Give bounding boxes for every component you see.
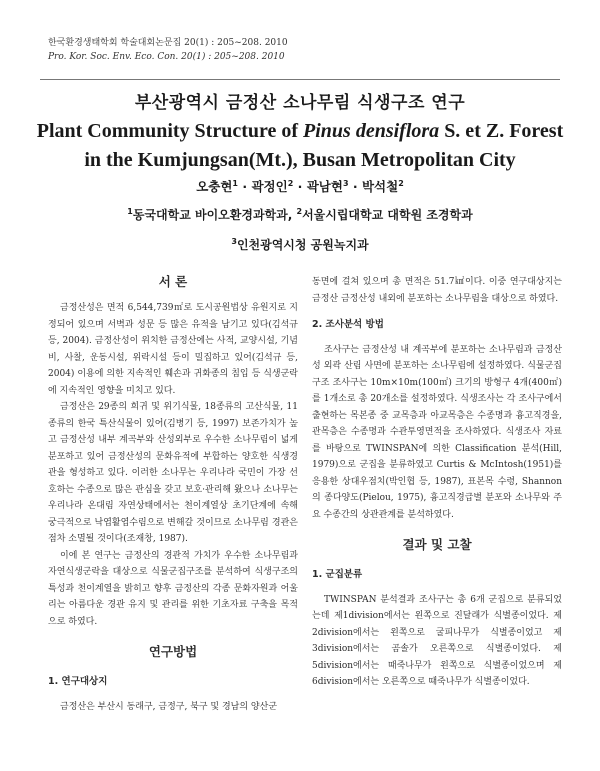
species-name: Pinus densiflora: [303, 120, 440, 142]
author-separator: ·: [293, 179, 307, 194]
right-column: [312, 274, 562, 691]
author-name: 오충현: [196, 179, 233, 194]
section-heading: 서 론: [158, 274, 188, 289]
body-paragraph: 동면에 걸쳐 있으며 총 면적은 51.7㎢이다. 이중 연구대상지는 금정산 금정산성 내외에 분포하는 소나무림을 대상으로 하였다.: [312, 277, 562, 304]
section-heading: 연구방법: [148, 644, 198, 659]
author-affiliation-mark: 1: [232, 178, 238, 188]
author-list: [0, 177, 600, 195]
author-affiliation-mark: 2: [287, 178, 294, 188]
body-paragraph: 금정산은 29종의 희귀 및 위기식물, 18종류의 고산식물, 11종류의 한국 특산식물이 있어(김병기 등, 1997) 보존가치가 높고 금정산성 내부 계곡부와 산성외부로 우수한 소나무림이 넓게 분포하고 있어 금정산성의 문화유적에 부합하는 양호한 식생경관을 형성하고 있다. 이러한 소나무는 우리나라 국민이 가장 선호하는 수종으로 많은 관심을 갖고 보호·관리해 왔으나 소나무는 우리나라 온대림 자연상태에서는 천이계열상 초기단계에 속해 궁극적으로 낙엽활엽수림으로 변해갈 것이므로 소나무림 경관은 점차 소멸될 것이다(조재창, 1987).: [48, 402, 298, 544]
title-en-part: Plant Community Structure of: [36, 120, 304, 142]
paper-title-english-line1: [0, 118, 600, 144]
body-paragraph: 조사구는 금정산성 내 계곡부에 분포하는 소나무림과 금정산성 외곽 산림 사면에 분포하는 소나무림에 설정하였다. 식물군집구조 조사구는 10m×10m(100㎡) 크기의 방형구 4개(400㎡)를 1개소로 총 20개소를 설정하였다. 식생조사는 각 조사구에서 출현하는 목본종 중 교목층과 아교목층은 수종명과 흉고직경을, 관목층은 수종명과 수관투영면적을 조사하였다. 식생조사 자료를 바탕으로 TWINSPAN에 의한 Classification 분석(Hill, 1979)으로 군집을 분류하였고 Curtis & McIntosh(1951)를 응용한 상대우점치(박인협 등, 1987), 표본목 수령, Shannon의 종다양도(Pielou, 1975), 흉고직경급별 분포와 소나무와 주요 수종간의 상관관계를 분석하였다.: [312, 344, 562, 520]
author-separator: ·: [238, 179, 252, 194]
paper-title-korean: 부산광역시 금정산 소나무림 식생구조 연구: [134, 93, 466, 113]
journal-header: [48, 36, 288, 64]
subsection-heading: 1. 군집분류: [312, 569, 363, 580]
affiliation-name: 서울시립대학교 대학원 조경학과: [302, 208, 473, 222]
left-column: [48, 274, 298, 715]
author-name: 곽정인: [251, 179, 288, 194]
body-paragraph: 금정산은 부산시 동래구, 금정구, 북구 및 경남의 양산군: [60, 701, 278, 712]
author-affiliation-mark: 2: [398, 178, 404, 188]
affiliation-line-1: [0, 206, 600, 223]
subsection-heading: 2. 조사분석 방법: [312, 319, 384, 330]
paper-title-english-line2: in the Kumjungsan(Mt.), Busan Metropolitan City: [84, 149, 516, 171]
title-en-part: S. et Z. Forest: [439, 120, 564, 142]
author-name: 곽남현: [306, 179, 343, 194]
author-separator: ·: [348, 179, 362, 194]
body-paragraph: TWINSPAN 분석결과 조사구는 총 6개 군집으로 분류되었는데 제1division에서는 왼쪽으로 진달래가 식별종이었다. 제2division에서는 왼쪽으로 굴피나무가 식별종이었고 제3division에서는 곰솔가 오른쪽으로 식별종이었다. 제5division에서는 때죽나무가 왼쪽으로 식별종이었으며 제6division에서는 오른쪽으로 때죽나무가 식별종이었다.: [312, 594, 562, 687]
body-paragraph: 금정산성은 면적 6,544,739㎡로 도시공원법상 유원지로 지정되어 있으며 서벽과 성문 등 많은 유적을 남기고 있다(김석규 등, 2004). 금정산성이 위치한 금정산에는 사적, 교양시설, 기념비, 사찰, 운동시설, 위락시설 등이 밀집하고 있어(김석규 등, 2004) 이용에 의한 지속적인 훼손과 귀화종의 침입 등 식생군락에 지속적인 영향을 미치고 있다.: [48, 303, 298, 396]
journal-citation-korean: 한국환경생태학회 학술대회논문집 20(1) : 205~208. 2010: [48, 38, 288, 48]
affiliation-line-2: [0, 236, 600, 253]
affiliation-mark: 3: [231, 237, 237, 246]
section-heading: 결과 및 고찰: [402, 537, 472, 552]
author-affiliation-mark: 3: [342, 178, 349, 188]
subsection-heading: 1. 연구대상지: [48, 676, 108, 687]
affiliation-mark: 2: [296, 207, 303, 216]
affiliation-name: 동국대학교 바이오환경과학과,: [132, 208, 297, 222]
body-paragraph: 이에 본 연구는 금정산의 경관적 가치가 우수한 소나무림과 자연식생군락을 대상으로 식물군집구조를 분석하여 식생구조의 특성과 천이계열을 밝히고 향후 금정산의 각종 문화자원과 어울리는 아름다운 경관 유지 및 관리를 위한 기초자료 구축을 목적으로 하였다.: [48, 550, 298, 627]
journal-citation-english: Pro. Kor. Soc. Env. Eco. Con. 20(1) : 205~208. 2010: [48, 52, 285, 62]
header-rule: [40, 79, 560, 80]
affiliation-name: 인천광역시청 공원녹지과: [236, 238, 369, 252]
affiliation-mark: 1: [127, 207, 133, 216]
author-name: 박석철: [361, 179, 399, 194]
